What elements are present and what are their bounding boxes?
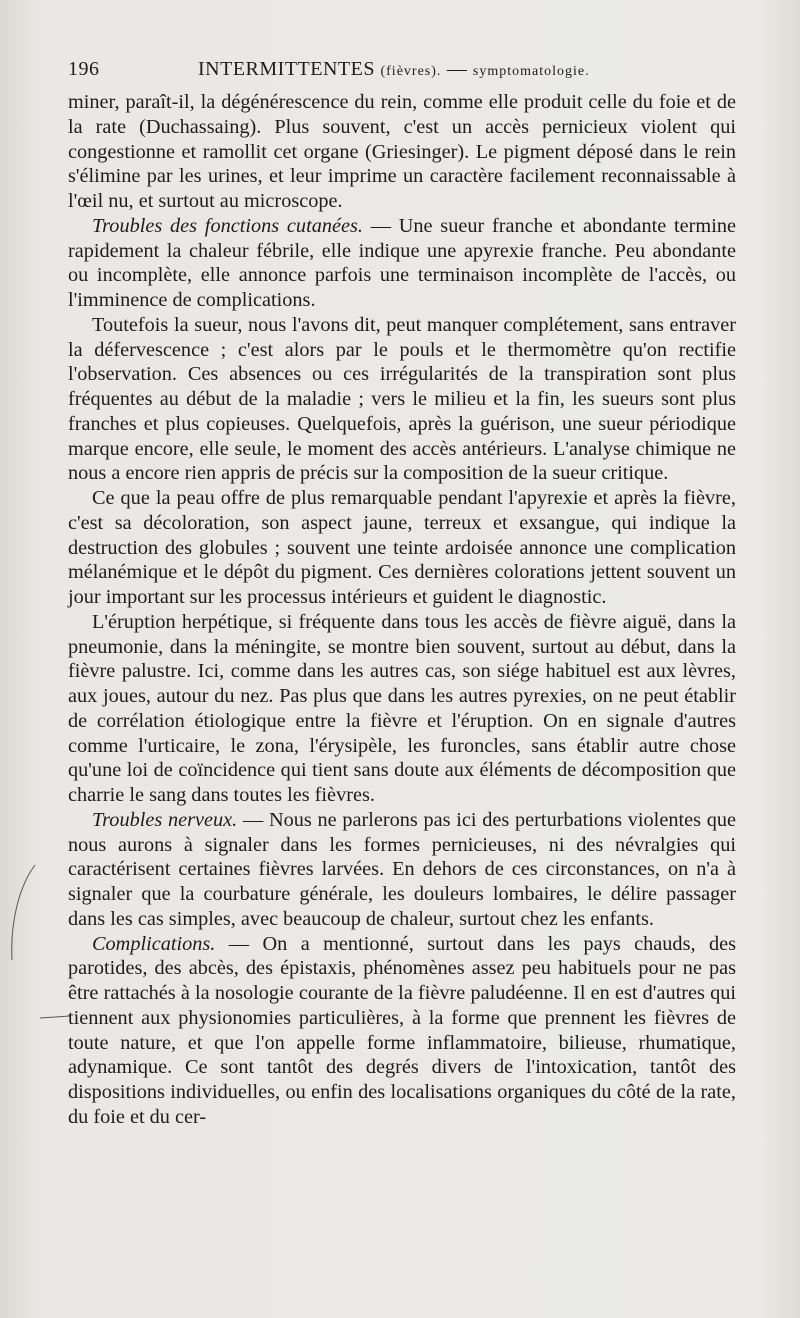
- title-dash: —: [446, 58, 468, 80]
- section-heading-complications: Complications.: [92, 932, 216, 955]
- paragraph-skin-functions: [68, 214, 736, 313]
- title-section: symptomatologie.: [472, 64, 590, 79]
- paragraph-text: miner, paraît-il, la dégénérescence du rein, comme elle produit celle du foie et de la rate (Duchassaing). Plus souvent, c'est un accès pernicieux violent qui congestionne et ramollit cet organe (Griesinger). Le pigment déposé dans le rein s'élimine par les urines, et leur imprime un caractère facilement reconnaissable à l'œil nu, et surtout au microscope.: [68, 91, 736, 212]
- body-text: [68, 90, 736, 1130]
- paragraph-text: — Nous ne parlerons pas ici des perturbations violentes que nous aurons à signaler dans les formes pernicieuses, ni des névralgies qui caractérisent certaines fièvres larvées. En dehors de ces circonstances, on n'a à signaler que la courbature générale, les douleurs lombaires, le délire passager dans les cas simples, avec beaucoup de chaleur, surtout chez les enfants.: [68, 808, 736, 930]
- running-title: [198, 58, 590, 81]
- paragraph-skin-color: [68, 486, 736, 610]
- paragraph-text: — Une sueur franche et abondante termine rapidement la chaleur fébrile, elle indique une apyrexie franche. Peu abondante ou incomplète, elle annonce parfois une terminaison incomplète de l'accès, ou l'imminence de complications.: [68, 214, 736, 311]
- title-main: INTERMITTENTES: [198, 58, 375, 80]
- title-sub: (fièvres).: [380, 64, 442, 79]
- pencil-margin-mark: [0, 860, 70, 1040]
- paragraph-text: — On a mentionné, surtout dans les pays chauds, des parotides, des abcès, des épistaxis, phénomènes assez peu habituels pour ne pas être rattachés à la nosologie courante de la fièvre paludéenne. Il en est d'autres qui tiennent aux physionomies particulières, à la forme que prennent les fièvres de toute nature, et que l'on appelle forme inflammatoire, bilieuse, rhumatique, adynamique. Ce sont tantôt des degrés divers de l'intoxication, tantôt des dispositions individuelles, ou enfin des localisations organiques du côté de la rate, du foie et du cer-: [68, 932, 736, 1128]
- paragraph-kidney: [68, 90, 736, 214]
- running-header: [68, 58, 736, 88]
- paragraph-text: Ce que la peau offre de plus remarquable pendant l'apyrexie et après la fièvre, c'est sa décoloration, son aspect jaune, terreux et exsangue, qui indique la destruction des globules ; souvent une teinte ardoisée annonce une complication mélanémique et le dépôt du pigment. Ces dernières colorations jettent souvent un jour important sur les processus intérieurs et guident le diagnostic.: [68, 487, 736, 608]
- paragraph-eruption: [68, 610, 736, 808]
- section-heading-nervous: Troubles nerveux.: [92, 808, 238, 831]
- paragraph-text: Toutefois la sueur, nous l'avons dit, peut manquer complétement, sans entraver la défervescence ; c'est alors par le pouls et le thermomètre qu'on rectifie l'observation. Ces absences ou ces irrégularités de la transpiration sont plus fréquentes au début de la maladie ; vers le milieu et la fin, les sueurs sont plus franches et plus copieuses. Quelquefois, après la guérison, une sueur périodique marque encore, elle seule, le moment des accès antérieurs. L'analyse chimique ne nous a encore rien appris de précis sur la composition de la sueur critique.: [68, 313, 736, 485]
- page-number: 196: [68, 58, 100, 80]
- section-heading-skin: Troubles des fonctions cutanées.: [92, 214, 363, 237]
- paragraph-text: L'éruption herpétique, si fréquente dans tous les accès de fièvre aiguë, dans la pneumonie, dans la méningite, se montre bien souvent, surtout au début, dans la fièvre palustre. Ici, comme dans les autres cas, son siége habituel est aux lèvres, aux joues, autour du nez. Pas plus que dans les autres pyrexies, on ne peut établir de corrélation étiologique entre la fièvre et l'éruption. On en signale d'autres comme l'urticaire, le zona, l'érysipèle, les furoncles, sans établir autre chose qu'une loi de coïncidence qui tient sans doute aux éléments de décomposition que charrie le sang dans toutes les fièvres.: [68, 610, 736, 806]
- paragraph-complications: [68, 932, 736, 1130]
- paragraph-nervous: [68, 808, 736, 932]
- paragraph-sweat: [68, 313, 736, 486]
